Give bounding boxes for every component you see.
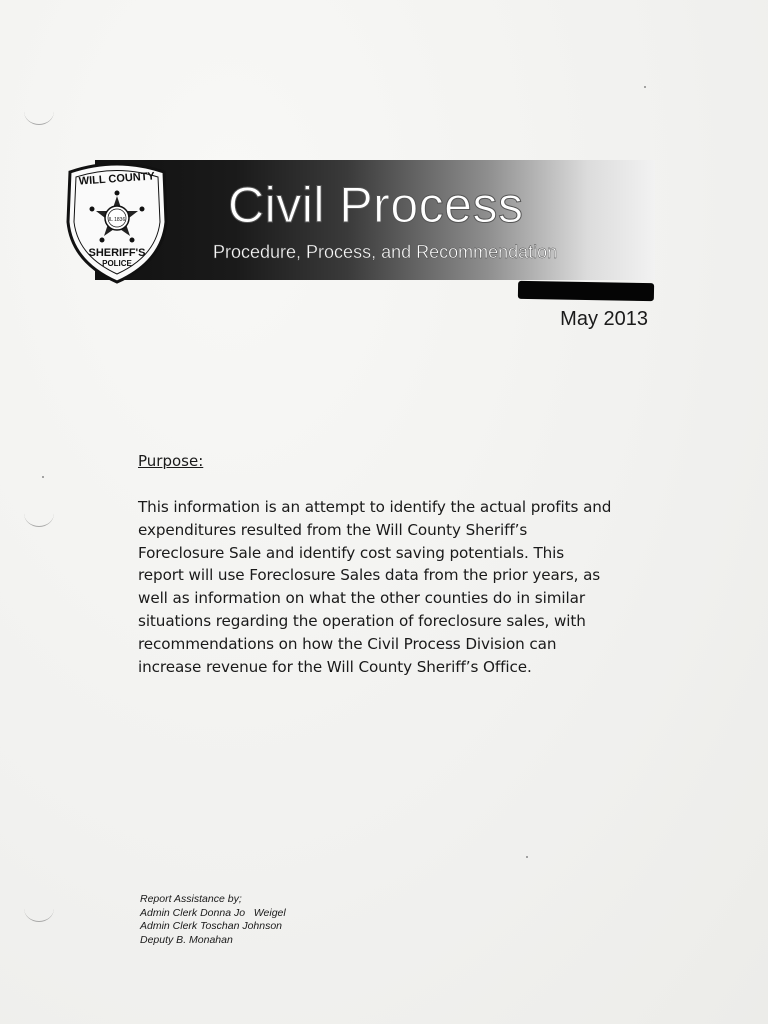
- purpose-line: increase revenue for the Will County Sheriff’s Office.: [138, 657, 532, 676]
- badge-bottom-text-2: POLICE: [102, 259, 132, 268]
- badge-bottom-text-1: SHERIFF'S: [88, 247, 146, 259]
- report-assistance: [140, 893, 286, 947]
- scan-speck: [42, 476, 44, 478]
- punch-hole-mark: [24, 500, 54, 527]
- purpose-paragraph: [138, 496, 648, 678]
- assistance-line: Admin Clerk Toschan Johnson: [140, 920, 283, 932]
- scan-speck: [526, 856, 528, 858]
- punch-hole-mark: [24, 895, 54, 922]
- assistance-line: Admin Clerk Donna Jo Weigel: [140, 906, 286, 919]
- redaction-mark: [518, 281, 654, 301]
- scan-speck: [644, 86, 646, 88]
- sheriff-badge-logo: [62, 160, 172, 284]
- badge-top-text: WILL COUNTY: [78, 170, 156, 188]
- assistance-line: Deputy B. Monahan: [140, 933, 233, 946]
- document-date: May 2013: [560, 308, 648, 330]
- purpose-line: report will use Foreclosure Sales data from the prior years, as: [138, 566, 601, 585]
- document-subtitle: Procedure, Process, and Recommendation: [213, 242, 558, 262]
- purpose-line: This information is an attempt to identify the actual profits and: [138, 498, 612, 516]
- document-title: Civil Process: [228, 177, 524, 233]
- punch-hole-mark: [24, 98, 54, 125]
- purpose-line: recommendations on how the Civil Process Division can: [138, 634, 557, 653]
- purpose-line: Foreclosure Sale and identify cost saving potentials. This: [138, 543, 565, 562]
- badge-seal-text: IL 1836: [108, 217, 126, 223]
- purpose-line: situations regarding the operation of foreclosure sales, with: [138, 611, 586, 630]
- assistance-line: Report Assistance by;: [140, 893, 242, 905]
- purpose-line: well as information on what the other counties do in similar: [138, 589, 585, 608]
- purpose-line: expenditures resulted from the Will County Sheriff’s: [138, 520, 528, 539]
- purpose-heading: Purpose:: [138, 452, 204, 470]
